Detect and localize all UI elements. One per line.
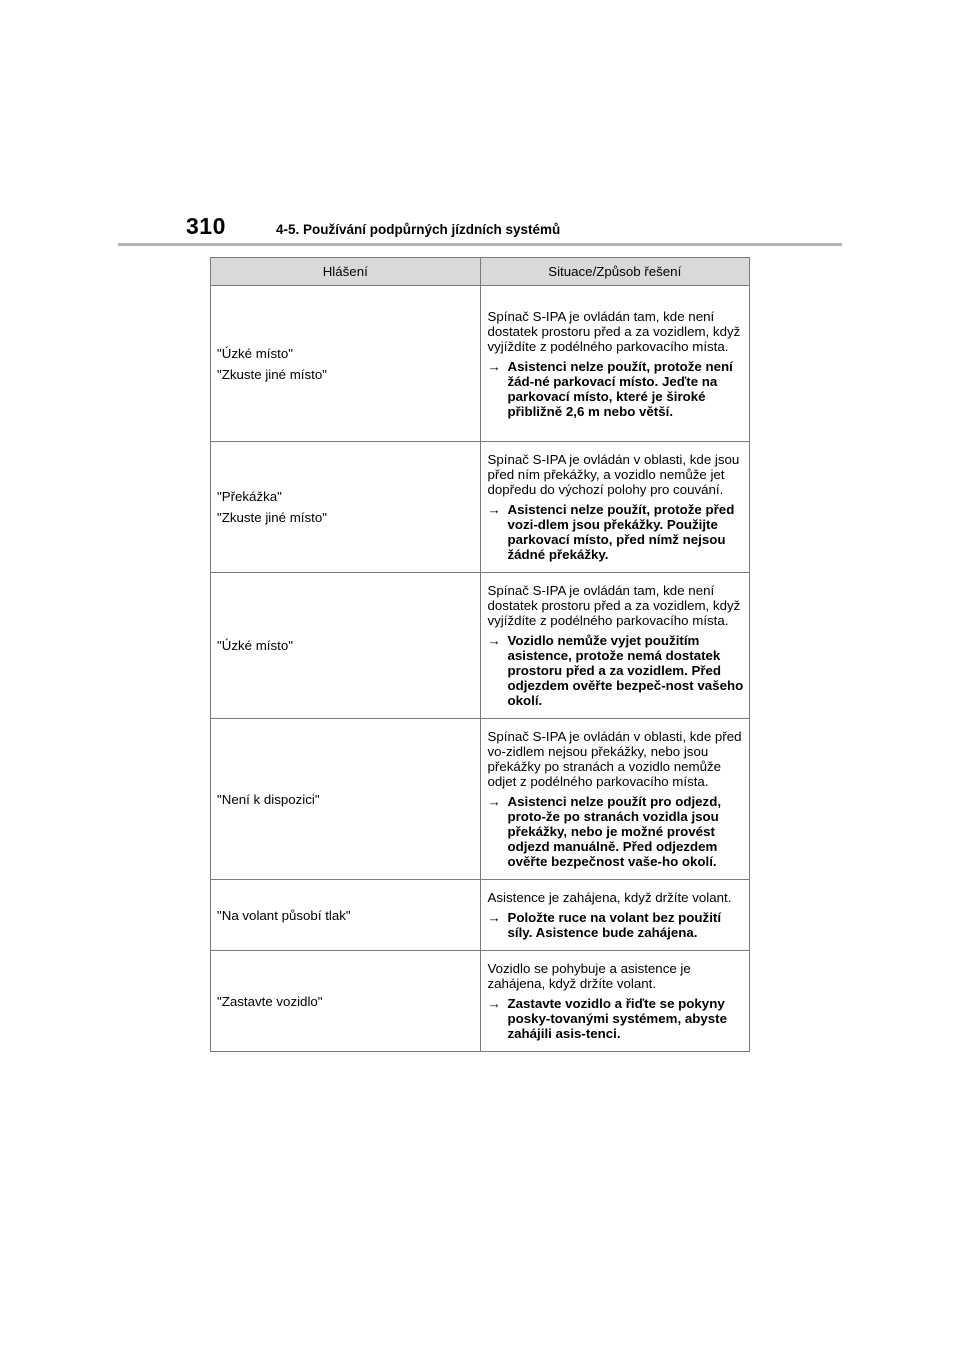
solution (488, 910, 746, 940)
column-header-message: Hlášení (211, 258, 481, 286)
message-text: "Není k dispozici" (217, 791, 320, 807)
table-row (211, 442, 750, 573)
situation-text: Asistence je zahájena, když držíte volant. (487, 890, 732, 905)
message-cell (211, 880, 481, 951)
table-row (211, 951, 750, 1052)
message-cell (211, 573, 481, 719)
solution-text: Položte ruce na volant bez použití síly. Asistence bude zahájena. (507, 910, 722, 940)
situation-cell (480, 286, 750, 442)
situation-cell (480, 880, 750, 951)
solution (488, 633, 746, 708)
message-cell (211, 286, 481, 442)
message-text: "Překážka" (217, 489, 282, 504)
table-row (211, 719, 750, 880)
solution-text: Zastavte vozidlo a řiďte se pokyny posky-tovanými systémem, abyste zahájili asis-tenci. (507, 996, 727, 1041)
situation-text: Spínač S-IPA je ovládán tam, kde není dostatek prostoru před a za vozidlem, když vyjíždíte z podélného parkovacího místa. (487, 583, 741, 628)
situation-text: Spínač S-IPA je ovládán v oblasti, kde jsou před ním překážky, a vozidlo nemůže jet dopředu do výchozí polohy pro couvání. (487, 452, 740, 497)
table-row (211, 573, 750, 719)
table-header-row (211, 258, 750, 286)
message-table (210, 257, 750, 1052)
arrow-right-icon: → (487, 502, 501, 517)
solution (488, 502, 746, 562)
situation-cell (480, 442, 750, 573)
solution-text: Asistenci nelze použít pro odjezd, proto-že po stranách vozidla jsou překážky, nebo je možné provést odjezd manuálně. Před odjezdem ověřte bezpečnost vaše-ho okolí. (507, 794, 722, 869)
arrow-right-icon: → (487, 358, 501, 374)
arrow-right-icon: → (487, 910, 501, 925)
situation-cell (480, 573, 750, 719)
header-rule (118, 243, 842, 246)
message-text: "Zkuste jiné místo" (217, 510, 327, 525)
table-row (211, 880, 750, 951)
arrow-right-icon: → (487, 633, 501, 648)
arrow-right-icon: → (487, 794, 501, 809)
message-text: "Na volant působí tlak" (217, 907, 351, 923)
page-number: 310 (186, 213, 226, 239)
situation-cell (480, 951, 750, 1052)
page-header (186, 213, 560, 240)
solution-text: Vozidlo nemůže vyjet použitím asistence, protože nemá dostatek prostoru před a za vozidlem. Před odjezdem ověřte bezpeč-nost vašeho okolí. (507, 633, 744, 708)
message-text: "Zastavte vozidlo" (217, 993, 323, 1009)
situation-text: Spínač S-IPA je ovládán tam, kde není dostatek prostoru před a za vozidlem, když vyjíždíte z podélného parkovacího místa. (487, 308, 741, 354)
message-text: "Úzké místo" (217, 345, 293, 361)
arrow-right-icon: → (487, 996, 501, 1011)
column-header-situation: Situace/Způsob řešení (480, 258, 750, 286)
situation-text: Vozidlo se pohybuje a asistence je zahájena, když držíte volant. (487, 961, 691, 991)
solution-text: Asistenci nelze použít, protože před vozi-dlem jsou překážky. Použijte parkovací místo, před nímž nejsou žádné překážky. (507, 502, 735, 562)
solution (488, 359, 746, 419)
solution-text: Asistenci nelze použít, protože není žád-né parkovací místo. Jeďte na parkovací místo, které je široké přibližně 2,6 m nebo větší. (507, 358, 733, 419)
message-cell (211, 442, 481, 573)
table-row (211, 286, 750, 442)
situation-cell (480, 719, 750, 880)
message-text: "Úzké místo" (217, 638, 293, 653)
solution (488, 794, 746, 869)
message-cell (211, 719, 481, 880)
message-cell (211, 951, 481, 1052)
message-text: "Zkuste jiné místo" (217, 366, 327, 382)
situation-text: Spínač S-IPA je ovládán v oblasti, kde před vo-zidlem nejsou překážky, nebo jsou překážky po stranách a vozidlo nemůže odjet z podélného parkovacího místa. (487, 729, 742, 789)
solution (488, 996, 746, 1041)
section-title: 4-5. Používání podpůrných jízdních systémů (276, 222, 561, 237)
